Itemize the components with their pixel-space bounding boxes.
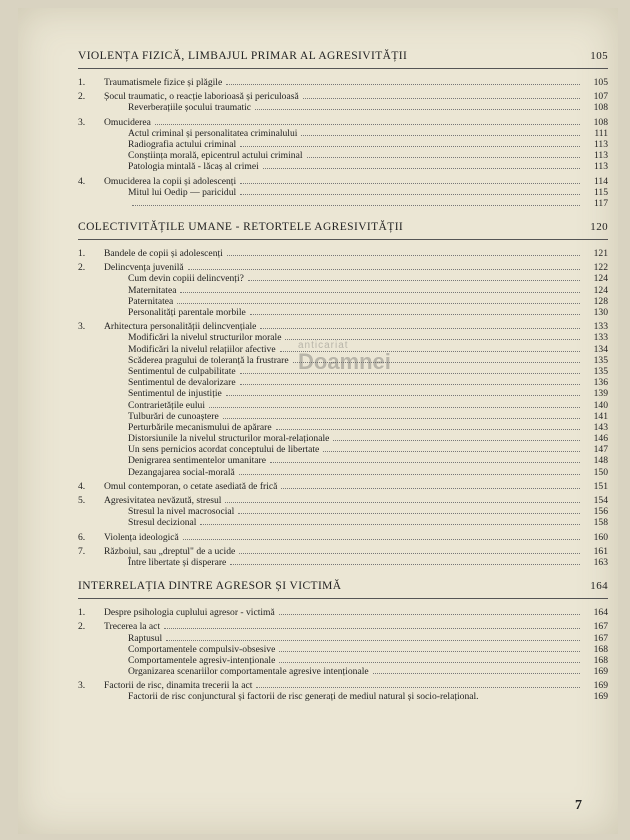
- dot-leader: [177, 303, 580, 304]
- toc-entry: [78, 666, 608, 677]
- entry-title: Modificări la nivelul structurilor morale: [128, 332, 282, 344]
- toc-entry: [78, 481, 608, 492]
- entry-page: 134: [593, 343, 608, 355]
- dot-leader: [260, 328, 580, 329]
- toc-entry: [78, 198, 608, 209]
- dot-leader: [240, 194, 580, 195]
- entry-number: [78, 691, 104, 702]
- entry-title: Delincvența juvenilă: [104, 262, 184, 274]
- entry-title: Raptusul: [128, 632, 163, 644]
- dot-leader: [225, 502, 580, 503]
- toc-entry: [78, 422, 608, 433]
- toc-entry: [78, 680, 608, 691]
- entry-page: 161: [593, 545, 608, 557]
- dot-leader: [230, 564, 580, 565]
- entry-title: Omul contemporan, o cetate asediată de frică: [104, 480, 278, 492]
- section-title: [78, 50, 608, 62]
- entry-page: 167: [593, 632, 608, 644]
- entry-page: 169: [593, 666, 608, 678]
- toc-entry: [78, 532, 608, 543]
- entry-page: 122: [593, 262, 608, 274]
- entry-title: Traumatismele fizice și plăgile: [104, 77, 223, 88]
- entry-page: 168: [593, 643, 608, 655]
- entry-title: Sentimentul de injustiție: [128, 388, 222, 400]
- dot-leader: [240, 384, 580, 385]
- entry-page: 136: [593, 377, 608, 389]
- toc-entry: [78, 495, 608, 506]
- dot-leader: [226, 84, 580, 85]
- entry-title: Scăderea pragului de toleranță la frustrare: [128, 354, 289, 366]
- section-page-number: 120: [590, 221, 608, 234]
- dot-leader: [209, 407, 580, 408]
- entry-page: 164: [593, 607, 608, 619]
- dot-leader: [223, 418, 580, 419]
- dot-leader: [279, 651, 580, 652]
- entry-page: 113: [593, 161, 608, 173]
- entry-title: Stresul la nivel macrosocial: [128, 506, 235, 518]
- entry-number: 1.: [78, 77, 86, 88]
- entry-page: 143: [593, 421, 608, 433]
- entry-number: 6.: [78, 531, 86, 543]
- dot-leader: [188, 269, 580, 270]
- entry-title: Comportamentele compulsiv-obsesive: [128, 643, 276, 655]
- entry-title: Dezangajarea social-morală: [128, 466, 235, 478]
- entry-title: Bandele de copii și adolescenți: [104, 248, 223, 260]
- entry-page: 113: [593, 138, 608, 150]
- entry-title: Tulburări de cunoaștere: [128, 410, 219, 422]
- dot-leader: [373, 673, 580, 674]
- entry-title: Modificări la nivelul relațiilor afective: [128, 343, 276, 355]
- entry-title: Violența ideologică: [104, 531, 179, 543]
- dot-leader: [200, 524, 580, 525]
- entry-page: 169: [593, 691, 608, 703]
- toc-entry: [78, 321, 608, 332]
- entry-number: 2.: [78, 262, 86, 274]
- entry-title: Reverberațiile șocului traumatic: [128, 102, 252, 114]
- entry-page: 158: [593, 517, 608, 529]
- entry-page: 124: [593, 273, 608, 285]
- dot-leader: [239, 553, 580, 554]
- section-title-text: INTERRELAȚIA DINTRE AGRESOR ȘI VICTIMĂ: [78, 580, 342, 593]
- entry-page: 130: [593, 307, 608, 318]
- toc-entry: [78, 262, 608, 273]
- dot-leader: [256, 687, 580, 688]
- entry-page: 124: [593, 284, 608, 296]
- entry-title: Factorii de risc, dinamita trecerii la act: [104, 680, 253, 692]
- entry-page: 121: [593, 248, 608, 260]
- entry-page: 154: [593, 495, 608, 506]
- toc-entry: [78, 506, 608, 517]
- dot-leader: [180, 292, 580, 293]
- toc-entry: [78, 517, 608, 528]
- toc-entry: [78, 176, 608, 187]
- entry-title: Arhitectura personalității delincvențiale: [104, 321, 257, 333]
- toc-entry: [78, 102, 608, 113]
- entry-page: 108: [593, 102, 608, 114]
- toc-entry: [78, 655, 608, 666]
- entry-page: 160: [593, 531, 608, 543]
- entry-page: 128: [593, 295, 608, 307]
- toc-entry: [78, 557, 608, 568]
- entry-title: Radiografia actului criminal: [128, 138, 237, 150]
- entry-title: Războiul, sau „dreptul" de a ucide: [104, 545, 236, 557]
- entry-title: Patologia mintală - lăcaș al crimei: [128, 161, 259, 173]
- entry-number: 3.: [78, 321, 86, 333]
- toc-entry: [78, 455, 608, 466]
- entry-number: 2.: [78, 91, 86, 103]
- dot-leader: [279, 662, 580, 663]
- entry-page: 135: [593, 365, 608, 377]
- entry-title: Omuciderea: [104, 116, 151, 128]
- toc-entry: [78, 621, 608, 632]
- dot-leader: [279, 614, 580, 615]
- dot-leader: [240, 373, 580, 374]
- entry-title: Șocul traumatic, o reacție laborioasă și periculoasă: [104, 91, 299, 103]
- entry-title: Factorii de risc conjunctural și factorii de risc generați de mediul natural și socio-relațional.: [128, 691, 479, 703]
- dot-leader: [166, 640, 580, 641]
- toc-entry: [78, 139, 608, 150]
- dot-leader: [183, 539, 580, 540]
- section-page-number: 164: [590, 580, 608, 593]
- entry-page: 146: [593, 433, 608, 445]
- entry-title: Sentimentul de culpabilitate: [128, 365, 236, 377]
- entry-page: 141: [593, 410, 608, 422]
- toc-entry: [78, 161, 608, 172]
- entry-page: 147: [593, 444, 608, 456]
- entry-title: Distorsiunile la nivelul structurilor moral-relaționale: [128, 433, 330, 445]
- entry-title: Maternitatea: [128, 284, 177, 296]
- entry-title: Personalități parentale morbile: [128, 307, 246, 318]
- section-title: [78, 221, 608, 233]
- entry-page: 135: [593, 354, 608, 366]
- toc-entry: [78, 607, 608, 618]
- dot-leader: [323, 451, 580, 452]
- entry-title: Actul criminal și personalitatea criminalului: [128, 127, 298, 139]
- entry-title: Paternitatea: [128, 295, 174, 307]
- entry-page: 113: [593, 150, 608, 162]
- entry-page: 150: [593, 466, 608, 478]
- toc-entry: [78, 377, 608, 388]
- dot-leader: [301, 135, 580, 136]
- entry-title: Omuciderea la copii și adolescenți: [104, 175, 237, 187]
- page-number: 7: [575, 798, 582, 813]
- entry-number: 7.: [78, 545, 86, 557]
- toc-entry: [78, 411, 608, 422]
- toc-entry: [78, 400, 608, 411]
- dot-leader: [227, 255, 580, 256]
- entry-title: Perturbările mecanismului de apărare: [128, 421, 272, 433]
- entry-page: 115: [593, 186, 608, 198]
- entry-page: 107: [593, 91, 608, 103]
- toc-entry: [78, 546, 608, 557]
- entry-title: Agresivitatea nevăzută, stresul: [104, 495, 222, 506]
- entry-title: Stresul decizional: [128, 517, 197, 529]
- entry-page: 163: [593, 556, 608, 568]
- entry-number: 4.: [78, 175, 86, 187]
- entry-title: Un sens pernicios acordat conceptului de libertate: [128, 444, 320, 456]
- entry-page: 140: [593, 399, 608, 411]
- entry-number: 5.: [78, 495, 86, 506]
- entry-page: 114: [593, 175, 608, 187]
- dot-leader: [155, 124, 580, 125]
- dot-leader: [164, 628, 580, 629]
- entry-number: 4.: [78, 480, 86, 492]
- dot-leader: [270, 462, 580, 463]
- section-rule: [78, 239, 608, 240]
- toc-entry: [78, 117, 608, 128]
- book-page: [18, 8, 618, 834]
- entry-title: Sentimentul de devalorizare: [128, 377, 236, 389]
- toc-entry: [78, 633, 608, 644]
- dot-leader: [226, 395, 580, 396]
- toc-entry: [78, 248, 608, 259]
- indent: [104, 691, 128, 702]
- toc-entry: [78, 307, 608, 318]
- entry-page: 156: [593, 506, 608, 518]
- entry-page: 117: [593, 197, 608, 209]
- entry-page: 148: [593, 455, 608, 467]
- toc-entry: [78, 444, 608, 455]
- entry-page: 133: [593, 332, 608, 344]
- entry-title: Conștiința morală, epicentrul actului criminal: [128, 150, 303, 162]
- section-title: [78, 580, 608, 592]
- entry-title: Contrarietățile eului: [128, 399, 205, 411]
- entry-number: 2.: [78, 621, 86, 633]
- toc-entry: [78, 433, 608, 444]
- toc-entry-wrapped: [78, 691, 608, 702]
- entry-title: Comportamentele agresiv-intenționale: [128, 654, 276, 666]
- dot-leader: [281, 488, 580, 489]
- entry-page: 169: [593, 680, 608, 692]
- dot-leader: [307, 157, 580, 158]
- toc-entry: [78, 91, 608, 102]
- dot-leader: [248, 280, 580, 281]
- entry-page: 111: [594, 127, 608, 139]
- section-rule: [78, 68, 608, 69]
- dot-leader: [240, 146, 580, 147]
- dot-leader: [263, 168, 580, 169]
- toc-entry: [78, 128, 608, 139]
- entry-number: 3.: [78, 116, 86, 128]
- watermark: anticariat Doamnei: [298, 340, 391, 374]
- entry-page: 108: [593, 116, 608, 128]
- entry-title: Organizarea scenariilor comportamentale agresive intenționale: [128, 666, 369, 678]
- toc-entry: [78, 187, 608, 198]
- dot-leader: [303, 98, 580, 99]
- entry-title: Denigrarea sentimentelor umanitare: [128, 455, 266, 467]
- toc-entry: [78, 296, 608, 307]
- dot-leader: [250, 314, 580, 315]
- entry-number: 1.: [78, 248, 86, 260]
- section-page-number: 105: [590, 50, 608, 62]
- entry-number: 3.: [78, 680, 86, 692]
- entry-title: Trecerea la act: [104, 621, 161, 633]
- dot-leader: [240, 183, 580, 184]
- entry-number: 1.: [78, 607, 86, 619]
- table-of-contents: [78, 50, 608, 703]
- dot-leader: [333, 440, 580, 441]
- dot-leader: [276, 429, 580, 430]
- section-title-text: COLECTIVITĂȚILE UMANE - RETORTELE AGRESIVITĂȚII: [78, 221, 404, 234]
- entry-page: 168: [593, 654, 608, 666]
- toc-entry: [78, 150, 608, 161]
- dot-leader: [255, 109, 580, 110]
- section-title-text: VIOLENȚA FIZICĂ, LIMBAJUL PRIMAR AL AGRESIVITĂȚII: [78, 50, 408, 62]
- entry-title: Între libertate și disperare: [128, 556, 227, 568]
- toc-entry: [78, 644, 608, 655]
- toc-entry: [78, 388, 608, 399]
- entry-title: Mitul lui Oedip — paricidul: [128, 186, 237, 198]
- toc-entry: [78, 285, 608, 296]
- dot-leader: [239, 474, 580, 475]
- entry-title: Despre psihologia cuplului agresor - victimă: [104, 607, 275, 619]
- toc-entry: [78, 467, 608, 478]
- toc-entry: [78, 273, 608, 284]
- entry-page: 151: [593, 480, 608, 492]
- toc-entry: [78, 77, 608, 88]
- dot-leader: [132, 205, 580, 206]
- entry-page: 139: [593, 388, 608, 400]
- entry-page: 105: [593, 77, 608, 88]
- dot-leader: [238, 513, 580, 514]
- entry-page: 167: [593, 621, 608, 633]
- entry-title: Cum devin copiii delincvenți?: [128, 273, 244, 285]
- section-rule: [78, 598, 608, 599]
- entry-page: 133: [593, 321, 608, 333]
